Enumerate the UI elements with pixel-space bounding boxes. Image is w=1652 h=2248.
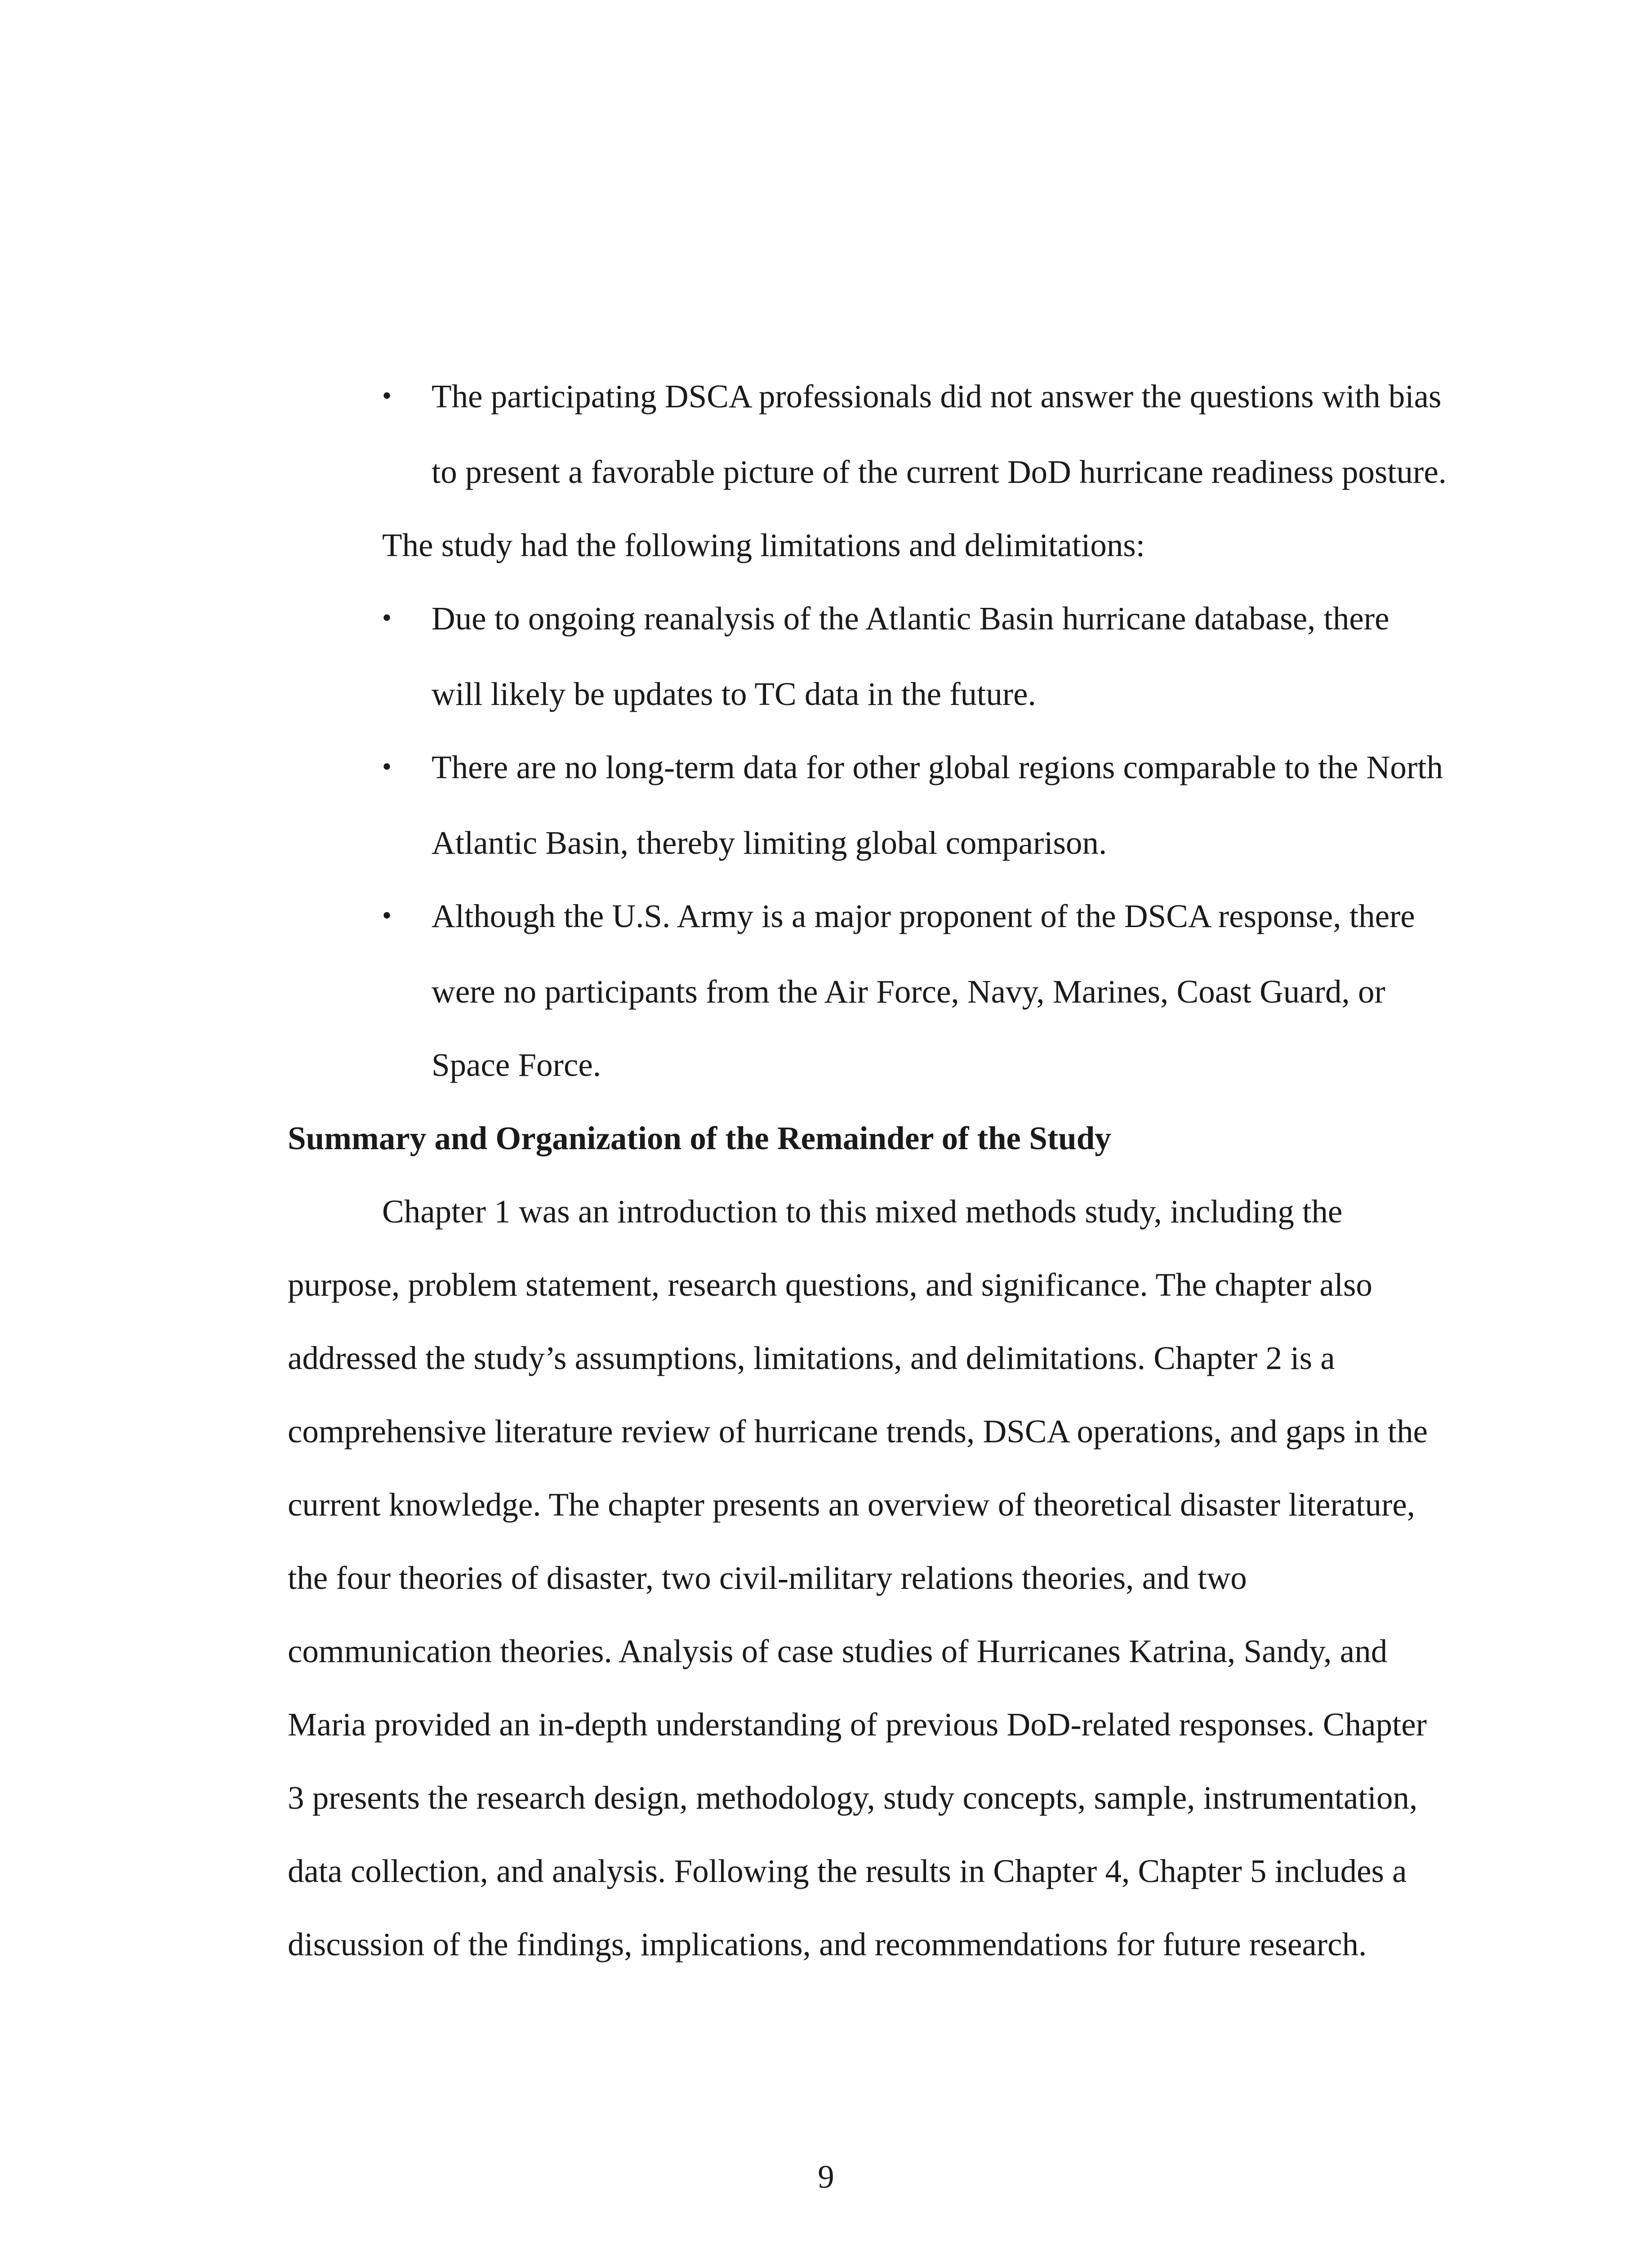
- limitations-bullet-list: [288, 582, 1447, 1102]
- assumptions-bullet-list: [288, 360, 1447, 508]
- bullet-icon: •: [382, 603, 392, 633]
- bullet-icon: •: [382, 901, 392, 930]
- section-heading: Summary and Organization of the Remainder of the Study: [288, 1120, 1111, 1156]
- page-number: 9: [818, 2159, 834, 2195]
- bullet-icon: •: [382, 752, 392, 781]
- bullet-text: Although the U.S. Army is a major proponent of the DSCA response, there were no participants from the Air Force, Navy, Marines, Coast Guard, or Space Force.: [432, 898, 1415, 1083]
- limitation-bullet-item: [288, 582, 1447, 731]
- limitation-bullet-item: [288, 879, 1447, 1102]
- limitations-intro: The study had the following limitations and delimitations:: [382, 527, 1145, 563]
- limitation-bullet-item: [288, 731, 1447, 879]
- bullet-text: There are no long-term data for other global regions comparable to the North Atlantic Basin, thereby limiting global comparison.: [432, 749, 1443, 861]
- bullet-text: Due to ongoing reanalysis of the Atlantic Basin hurricane database, there will likely be updates to TC data in the future.: [432, 600, 1389, 712]
- assumption-bullet-item: [288, 360, 1447, 508]
- bullet-text: The participating DSCA professionals did not answer the questions with bias to present a favorable picture of the current DoD hurricane readiness posture.: [432, 378, 1447, 490]
- page-body: [288, 360, 1447, 1981]
- summary-paragraph: Chapter 1 was an introduction to this mixed methods study, including the purpose, problem statement, research questions, and significance. The chapter also addressed the study’s assumptions, limitations, and delimitations. Chapter 2 is a comprehensive literature review of hurricane trends, DSCA operations, and gaps in the current knowledge. The chapter presents an overview of theoretical disaster literature, the four theories of disaster, two civil-military relations theories, and two communication theories. Analysis of case studies of Hurricanes Katrina, Sandy, and Maria provided an in-depth understanding of previous DoD-related responses. Chapter 3 presents the research design, methodology, study concepts, sample, instrumentation, data collection, and analysis. Following the results in Chapter 4, Chapter 5 includes a discussion of the findings, implications, and recommendations for future research.: [288, 1193, 1428, 1963]
- bullet-icon: •: [382, 381, 392, 410]
